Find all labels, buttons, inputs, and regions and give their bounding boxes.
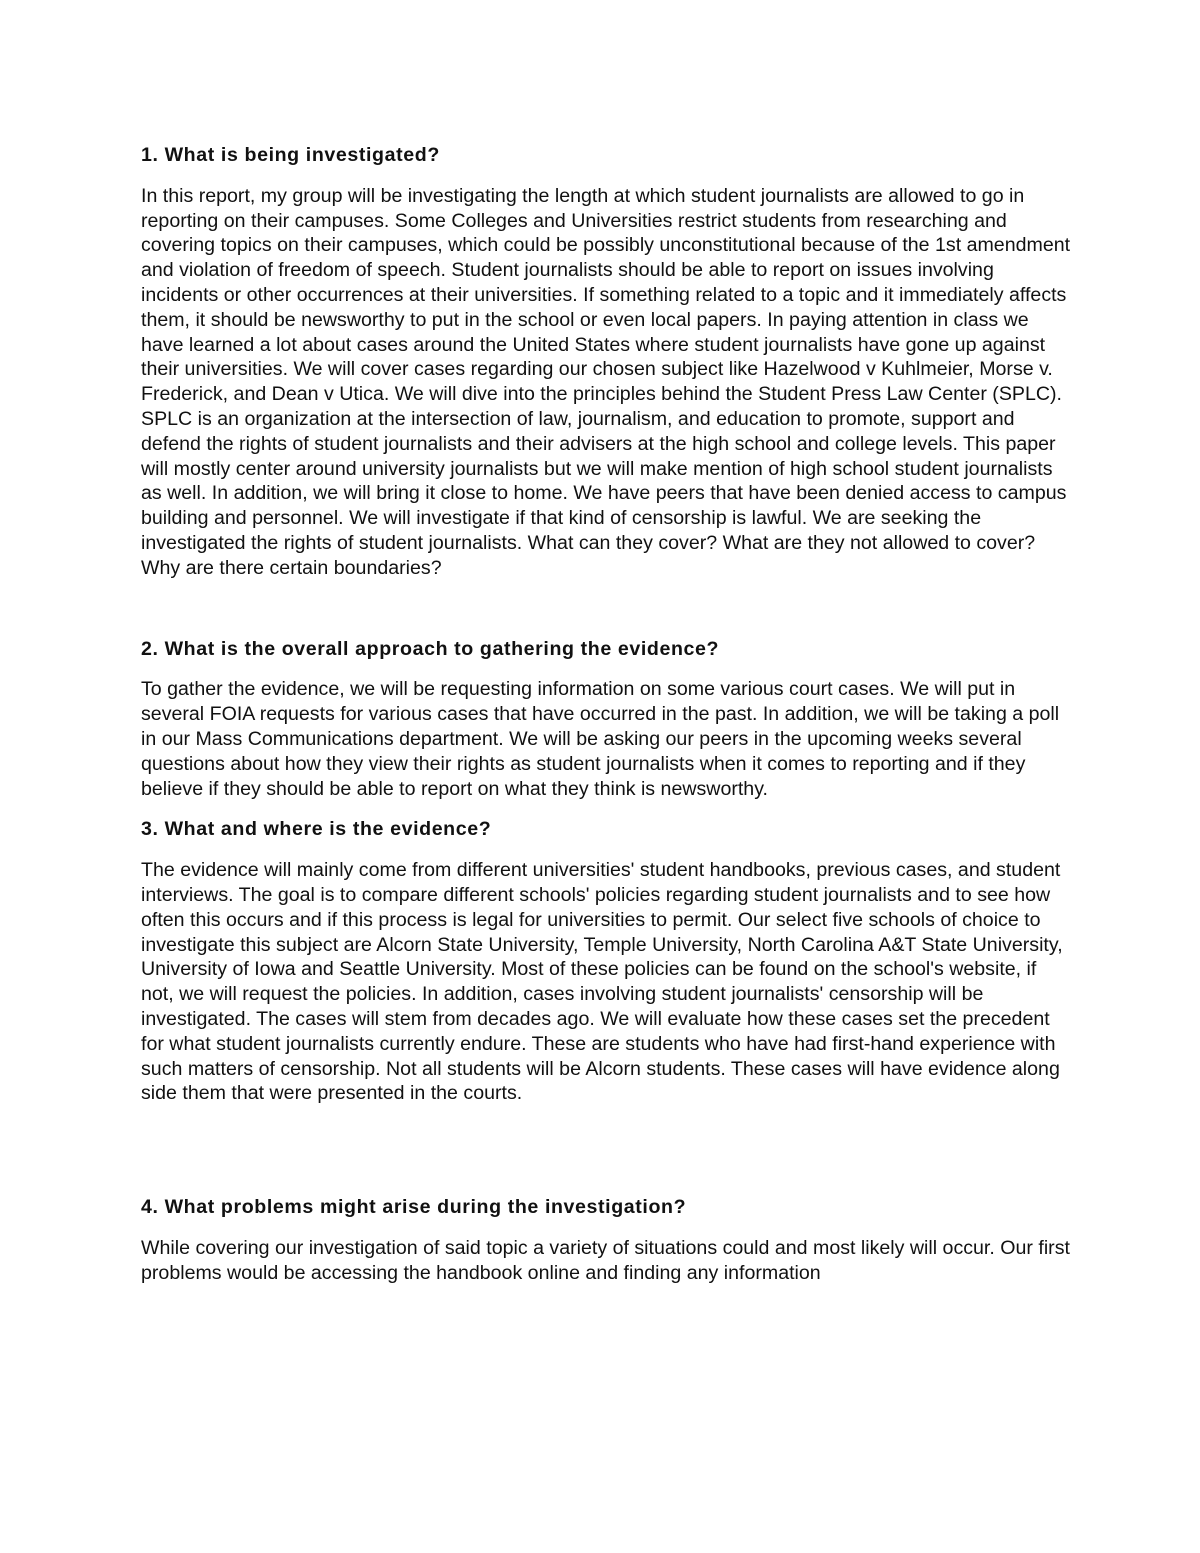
section-body-2: To gather the evidence, we will be requesting information on some various court cases. We will put in several FOIA requests for various cases that have occurred in the past. In addition, we will be taking a poll in our Mass Communications department. We will be asking our peers in the upcoming weeks several questions about how they view their rights as student journalists when it comes to reporting and if they believe if they should be able to report on what they think is newsworthy.	[141, 678, 1060, 800]
section-body-3: The evidence will mainly come from different universities' student handbooks, previous cases, and student interviews. The goal is to compare different schools' policies regarding student journalists and to see how often this occurs and if this process is legal for universities to permit. Our select five schools of choice to investigate this subject are Alcorn State University, Temple University, North Carolina A&T State University, University of Iowa and Seattle University. Most of these policies can be found on the school's website, if not, we will request the policies. In addition, cases involving student journalists' censorship will be investigated. The cases will stem from decades ago. We will evaluate how these cases set the precedent for what student journalists currently endure. These are students who have had first-hand experience with such matters of censorship. Not all students will be Alcorn students. These cases will have evidence along side them that were presented in the courts.	[141, 859, 1063, 1105]
section-body-4: While covering our investigation of said topic a variety of situations could and most likely will occur. Our first problems would be accessing the handbook online and finding any information	[141, 1236, 1070, 1284]
section-heading-4: 4. What problems might arise during the investigation?	[141, 1196, 687, 1219]
section-body-1: In this report, my group will be investigating the length at which student journalists are allowed to go in reporting on their campuses. Some Colleges and Universities restrict students from researching and covering topics on their campuses, which could be possibly unconstitutional because of the 1st amendment and violation of freedom of speech. Student journalists should be able to report on issues involving incidents or other occurrences at their universities. If something related to a topic and it immediately affects them, it should be newsworthy to put in the school or even local papers. In paying attention in class we have learned a lot about cases around the United States where student journalists have gone up against their universities. We will cover cases regarding our chosen subject like Hazelwood v Kuhlmeier, Morse v. Frederick, and Dean v Utica. We will dive into the principles behind the Student Press Law Center (SPLC). SPLC is an organization at the intersection of law, journalism, and education to promote, support and defend the rights of student journalists and their advisers at the high school and college levels. This paper will mostly center around university journalists but we will make mention of high school student journalists as well. In addition, we will bring it close to home. We have peers that have been denied access to campus building and personnel. We will investigate if that kind of censorship is lawful. We are seeking the investigated the rights of student journalists. What can they cover? What are they not allowed to cover? Why are there certain boundaries?	[141, 184, 1071, 579]
document-page	[141, 140, 1071, 1285]
section-heading-2: 2. What is the overall approach to gathering the evidence?	[141, 637, 720, 660]
section-heading-3: 3. What and where is the evidence?	[141, 818, 492, 841]
section-heading-1: 1. What is being investigated?	[141, 144, 440, 166]
